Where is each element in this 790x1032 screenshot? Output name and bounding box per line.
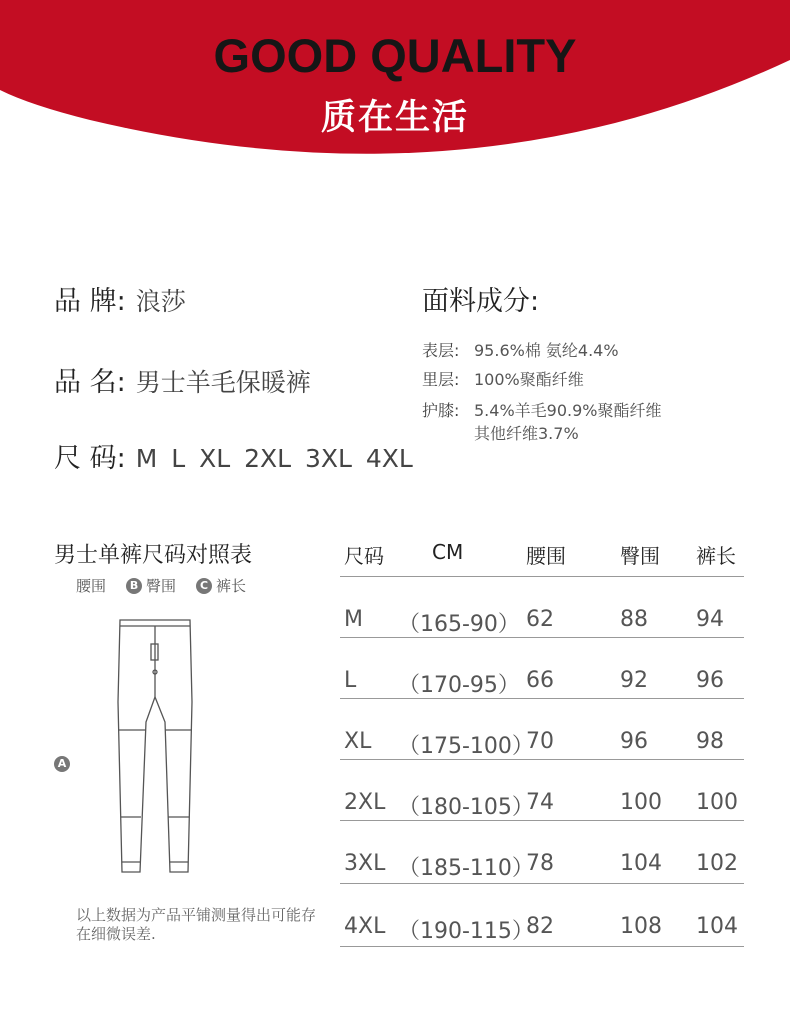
headline: GOOD QUALITY <box>213 29 577 82</box>
cell-hip: 108 <box>620 914 662 939</box>
fabric-knee-value-1: 5.4%羊毛90.9%聚酯纤维 <box>474 401 662 420</box>
cell-hip: 96 <box>620 729 648 754</box>
cell-cm: （185-110） <box>398 856 534 881</box>
cell-hip: 104 <box>620 851 662 876</box>
header-cm: CM <box>432 540 464 564</box>
cell-cm: （165-90） <box>398 612 520 637</box>
fabric-inner-label: 里层: <box>422 370 460 389</box>
cell-waist: 62 <box>526 607 554 632</box>
cell-waist: 78 <box>526 851 554 876</box>
legend-hip-label: 臀围 <box>146 577 177 595</box>
cell-waist: 82 <box>526 914 554 939</box>
pants-illustration-icon <box>110 612 200 876</box>
cell-waist: 70 <box>526 729 554 754</box>
header-waist: 腰围 <box>526 544 566 568</box>
cell-size: 2XL <box>344 790 386 815</box>
cell-hip: 100 <box>620 790 662 815</box>
fabric-outer-row <box>422 338 619 361</box>
cell-length: 100 <box>696 790 738 815</box>
size-chart-title: 男士单裤尺码对照表 <box>54 543 253 568</box>
banner-shape <box>0 0 790 170</box>
size-label: 尺 码: <box>54 443 126 474</box>
table-row <box>340 699 744 760</box>
brand-label: 品 牌: <box>54 286 126 317</box>
cell-hip: 92 <box>620 668 648 693</box>
badge-c-icon: C <box>196 578 212 594</box>
fabric-knee-value-2: 其他纤维3.7% <box>474 424 579 443</box>
cell-hip: 88 <box>620 607 648 632</box>
table-header <box>340 530 744 577</box>
cell-size: 4XL <box>344 914 386 939</box>
measurement-note: 以上数据为产品平铺测量得出可能存在细微误差. <box>76 906 317 943</box>
badge-b-icon: B <box>126 578 142 594</box>
fabric-inner-row <box>422 367 584 390</box>
fabric-knee-row-2 <box>474 421 579 444</box>
fabric-outer-label: 表层: <box>422 341 460 360</box>
legend-length <box>196 575 246 596</box>
measure-legend <box>76 575 266 596</box>
cell-size: 3XL <box>344 851 386 876</box>
legend-hip <box>126 575 176 596</box>
fabric-title: 面料成分: <box>422 286 540 317</box>
cell-length: 94 <box>696 607 724 632</box>
cell-size: XL <box>344 729 372 754</box>
fabric-knee-label: 护膝: <box>422 401 460 420</box>
cell-waist: 74 <box>526 790 554 815</box>
legend-waist-label: 腰围 <box>76 577 107 595</box>
fabric-inner-value: 100%聚酯纤维 <box>474 370 584 389</box>
cell-size: M <box>344 607 363 632</box>
size-row <box>54 436 413 475</box>
brand-row <box>54 279 186 318</box>
header-banner <box>0 0 790 170</box>
cell-cm: （180-105） <box>398 795 534 820</box>
header-hip: 臀围 <box>620 544 660 568</box>
cell-length: 104 <box>696 914 738 939</box>
cell-size: L <box>344 668 357 693</box>
cell-cm: （175-100） <box>398 734 534 759</box>
legend-length-label: 裤长 <box>216 577 247 595</box>
table-row <box>340 884 744 947</box>
fabric-outer-value: 95.6%棉 氨纶4.4% <box>474 341 619 360</box>
subline: 质在生活 <box>320 98 469 138</box>
cell-cm: （170-95） <box>398 673 520 698</box>
header-length: 裤长 <box>696 544 736 568</box>
name-label: 品 名: <box>54 367 126 398</box>
cell-waist: 66 <box>526 668 554 693</box>
table-row <box>340 760 744 821</box>
brand-value: 浪莎 <box>135 287 186 316</box>
cell-length: 102 <box>696 851 738 876</box>
name-value: 男士羊毛保暖裤 <box>135 368 311 397</box>
cell-length: 96 <box>696 668 724 693</box>
cell-length: 98 <box>696 729 724 754</box>
header-size: 尺码 <box>344 544 384 568</box>
legend-waist <box>76 575 106 596</box>
name-row <box>54 360 311 399</box>
table-row <box>340 821 744 884</box>
table-row <box>340 577 744 638</box>
size-table <box>340 530 744 947</box>
fabric-knee-row <box>422 398 661 421</box>
table-row <box>340 638 744 699</box>
badge-a-icon: A <box>54 756 70 772</box>
cell-cm: （190-115） <box>398 919 534 944</box>
size-value: M L XL 2XL 3XL 4XL <box>135 444 413 473</box>
